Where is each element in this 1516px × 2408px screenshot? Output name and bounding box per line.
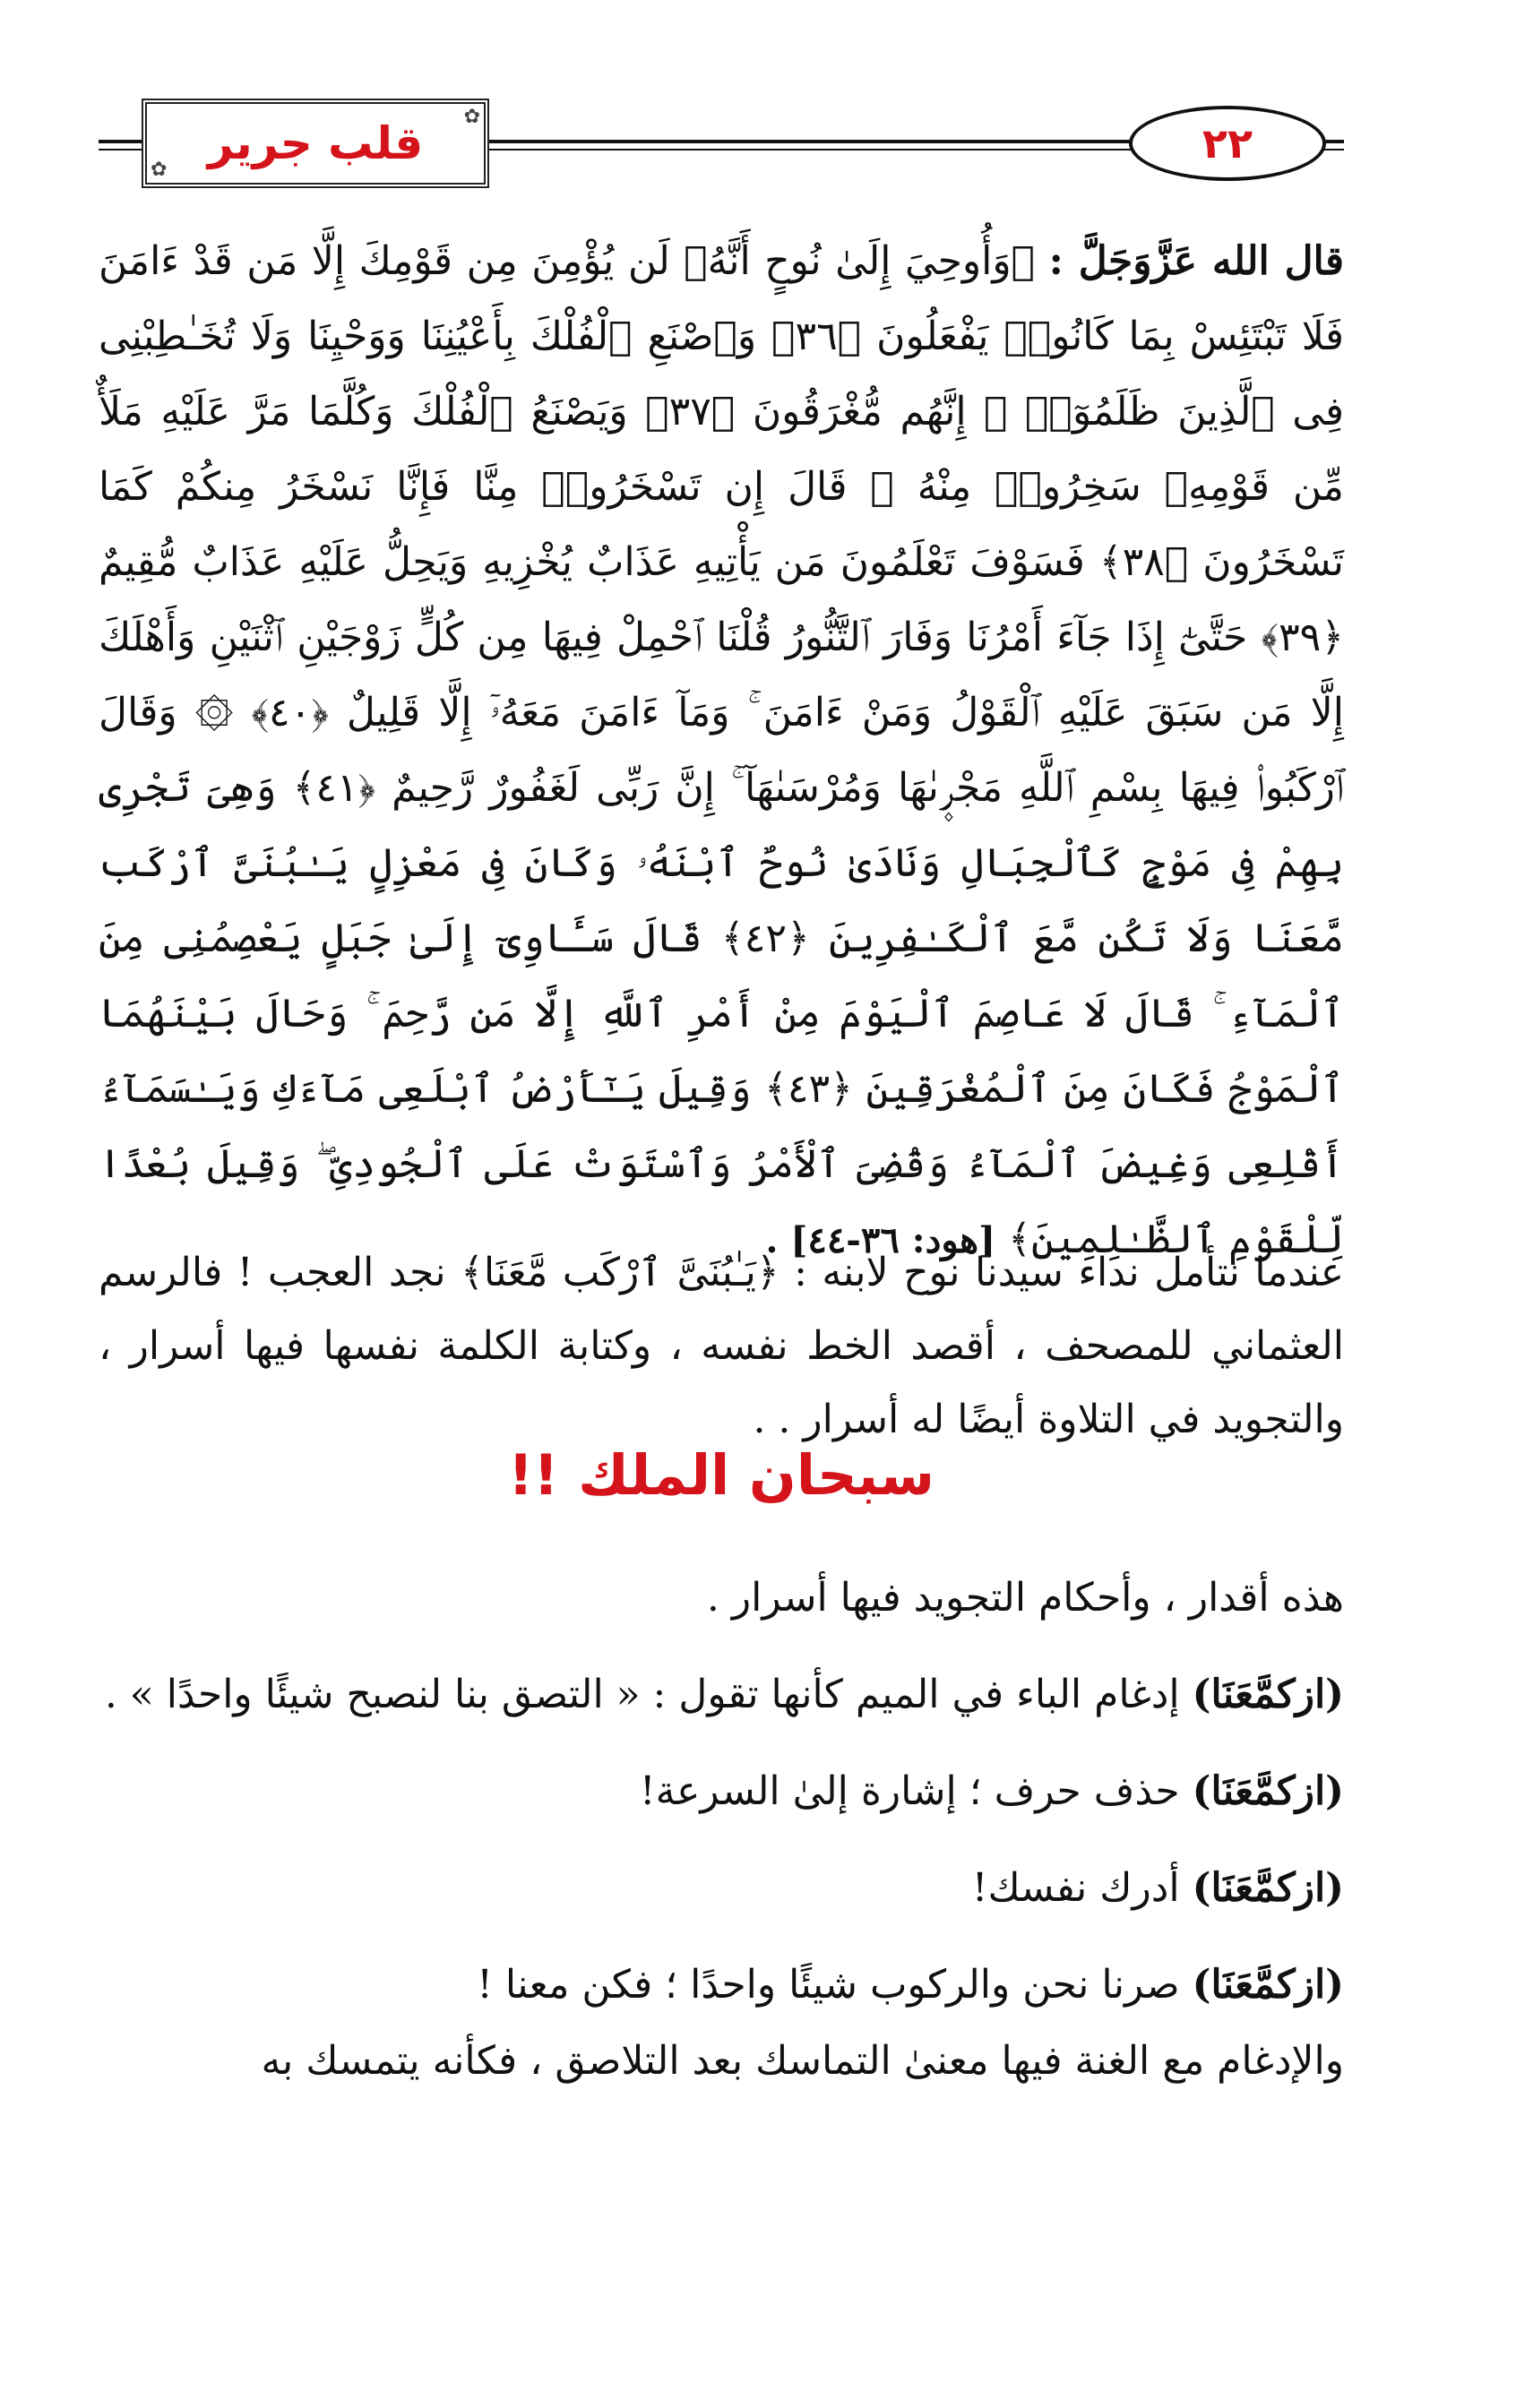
list-item-term: (ازكمَّعَنَا) [1192, 1768, 1344, 1814]
list-item-term: (ازكمَّعَنَا) [1192, 1962, 1344, 2008]
page-number-oval [1129, 106, 1326, 181]
list-item-term: (ازكمَّعَنَا) [1192, 1865, 1344, 1911]
list-item-term: (ازكمَّعَنَا) [1192, 1672, 1344, 1717]
list-item [99, 1840, 1344, 1937]
list-item-text: إدغام الباء في الميم كأنها تقول : « التصق بنا لنصبح شيئًا واحدًا » . [104, 1672, 1193, 1717]
section-heading: سبحان الملك !! [507, 1442, 935, 1508]
page-header [99, 90, 1344, 206]
list-item [99, 1743, 1344, 1840]
list-item-text: حذف حرف ؛ إشارة إلىٰ السرعة! [639, 1768, 1193, 1814]
book-page [99, 90, 1344, 2347]
list-item-text: أدرك نفسك! [971, 1865, 1193, 1911]
list-intro: هذه أقدار ، وأحكام التجويد فيها أسرار . [706, 1575, 1344, 1621]
list-item [99, 1647, 1344, 1743]
page-number: ٢٢ [1202, 119, 1253, 168]
quran-intro: قال الله عَزَّوَجَلَّ : [1048, 238, 1344, 284]
header-title-frame [142, 99, 489, 188]
quran-passage [99, 224, 1344, 1278]
list-item [99, 1937, 1344, 2034]
book-title: ✿ قلب جرير [207, 117, 424, 169]
paragraph-reflection: عندما نتأمل نداء سيدنا نوح لابنه : ﴿يَـٰبُنَىَّ ٱرْكَب مَّعَنَا﴾ نجد العجب ! فالرسم العثماني للمصحف ، أقصد الخط نفسه ، وكتابة الكلمة نفسها فيها أسرار ، والتجويد في التلاوة أيضًا له أسرار . . [99, 1250, 1344, 1442]
quran-verses: ﴿وَأُوحِيَ إِلَىٰ نُوحٍ أَنَّهُۥ لَن يُؤْمِنَ مِن قَوْمِكَ إِلَّا مَن قَدْ ءَامَنَ فَلَا تَبْتَئِسْ بِمَا كَانُوا۟ يَفْعَلُونَ ﴿٣٦﴾ وَٱصْنَعِ ٱلْفُلْكَ بِأَعْيُنِنَا وَوَحْيِنَا وَلَا تُخَـٰطِبْنِى فِى ٱلَّذِينَ ظَلَمُوٓا۟ ۚ إِنَّهُم مُّغْرَقُونَ ﴿٣٧﴾ وَيَصْنَعُ ٱلْفُلْكَ وَكُلَّمَا مَرَّ عَلَيْهِ مَلَأٌ مِّن قَوْمِهِۦ سَخِرُوا۟ مِنْهُ ۚ قَالَ إِن تَسْخَرُوا۟ مِنَّا فَإِنَّا نَسْخَرُ مِنكُمْ كَمَا تَسْخَرُونَ ﴿٣٨﴾ فَسَوْفَ تَعْلَمُونَ مَن يَأْتِيهِ عَذَابٌ يُخْزِيهِ وَيَحِلُّ عَلَيْهِ عَذَابٌ مُّقِيمٌ ﴿٣٩﴾ حَتَّىٰٓ إِذَا جَآءَ أَمْرُنَا وَفَارَ ٱلتَّنُّورُ قُلْنَا ٱحْمِلْ فِيهَا مِن كُلٍّ زَوْجَيْنِ ٱثْنَيْنِ وَأَهْلَكَ إِلَّا مَن سَبَقَ عَلَيْهِ ٱلْقَوْلُ وَمَنْ ءَامَنَ ۚ وَمَآ ءَامَنَ مَعَهُۥٓ إِلَّا قَلِيلٌ ﴿٤٠﴾ ۞ وَقَالَ ٱرْكَبُوا۟ فِيهَا بِسْمِ ٱللَّهِ مَجْر۪ىٰهَا وَمُرْسَىٰهَآ ۚ إِنَّ رَبِّى لَغَفُورٌ رَّحِيمٌ ﴿٤١﴾ وَهِىَ تَجْرِى بِهِمْ فِى مَوْجٍ كَٱلْجِبَالِ وَنَادَىٰ نُوحٌ ٱبْنَهُۥ وَكَانَ فِى مَعْزِلٍ يَـٰبُنَىَّ ٱرْكَب مَّعَنَا وَلَا تَكُن مَّعَ ٱلْكَـٰفِرِينَ ﴿٤٢﴾ قَالَ سَـَٔاوِىٓ إِلَىٰ جَبَلٍ يَعْصِمُنِى مِنَ ٱلْمَآءِ ۚ قَالَ لَا عَاصِمَ ٱلْيَوْمَ مِنْ أَمْرِ ٱللَّهِ إِلَّا مَن رَّحِمَ ۚ وَحَالَ بَيْنَهُمَا ٱلْمَوْجُ فَكَانَ مِنَ ٱلْمُغْرَقِينَ ﴿٤٣﴾ وَقِيلَ يَـٰٓأَرْضُ ٱبْلَعِى مَآءَكِ وَيَـٰسَمَآءُ أَقْلِعِى وَغِيضَ ٱلْمَآءُ وَقُضِىَ ٱلْأَمْرُ وَٱسْتَوَتْ عَلَى ٱلْجُودِىِّ ۖ وَقِيلَ بُعْدًا لِّلْقَوْمِ ٱلظَّـٰلِمِينَ﴾ [99, 238, 1345, 1262]
surah-citation: [هود: ٣٦-٤٤] . [765, 1219, 996, 1261]
list-item-text: صرنا نحن والركوب شيئًا واحدًا ؛ فكن معنا ! [477, 1962, 1193, 2008]
paragraph-closing: والإدغام مع الغنة فيها معنىٰ التماسك بعد التلاصق ، فكأنه يتمسك به [261, 2038, 1344, 2084]
tajweed-list [99, 1550, 1344, 2034]
